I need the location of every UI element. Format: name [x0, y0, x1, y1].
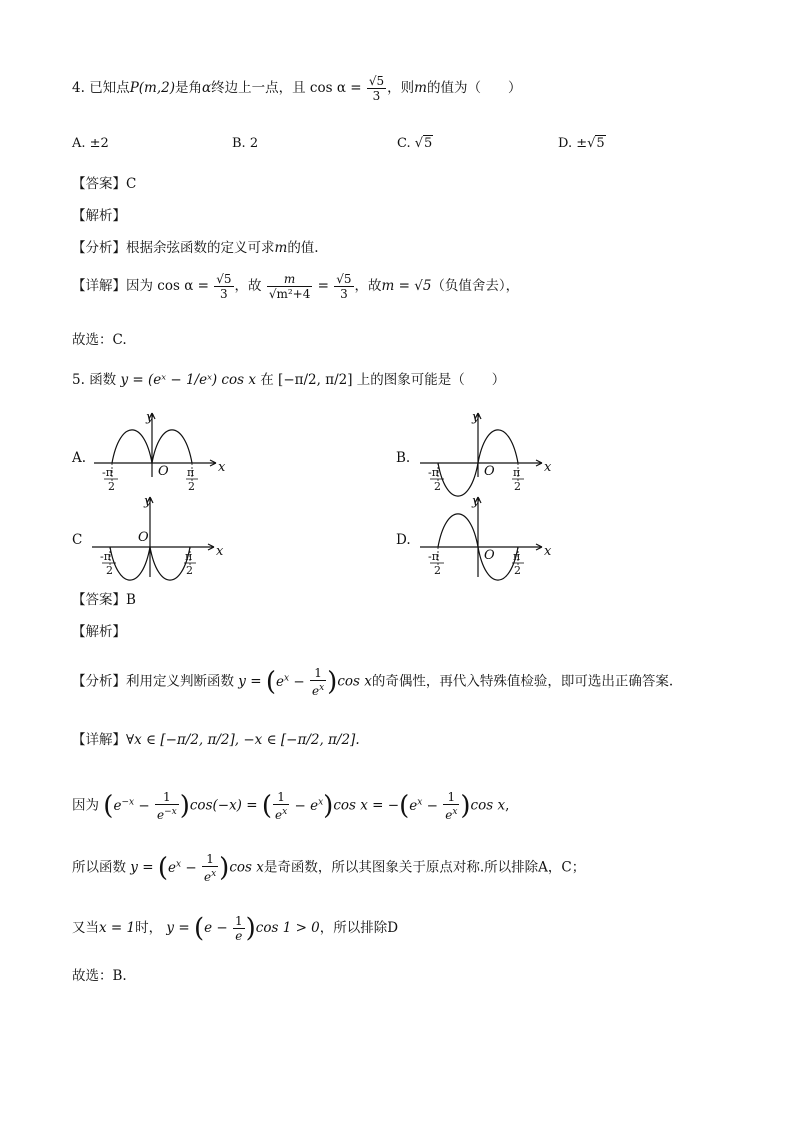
tick-label-pos-den: 2 — [186, 564, 193, 577]
tick-label-neg: -π — [100, 550, 111, 563]
q5-detail-line2: 因为 ($e^{-x}$ − $\frac{1}{e^{-x}}$ )cos(−x) = ( $\frac{1}{e^x}$ − $e^x)\cos$ $x = -(e^x$ − $\frac{1}{e^x}$ )cos x, — [72, 790, 510, 822]
q4-option-d[interactable]: D. ±√5 — [558, 136, 605, 151]
curve-right — [150, 547, 193, 580]
graph-a — [94, 410, 226, 493]
tick-label-neg: -π — [428, 466, 439, 479]
q4-analysis-heading: 【解析】 — [72, 208, 126, 224]
origin-label: O — [158, 464, 169, 479]
tick-label-neg-den: 2 — [108, 480, 115, 493]
y-label: y — [144, 494, 152, 509]
tick-label-pos-den: 2 — [514, 564, 521, 577]
curve-right — [478, 430, 518, 463]
q4-detail: 【详解】因为 cos α = $\frac{√5}{3}$ ，故 $\frac{m}{\text{√m²+4}}$ = $\frac{√5}{3}$ ，故m = √5（负值舍去）， — [72, 272, 520, 301]
q5-analysis-heading: 【解析】 — [72, 624, 126, 640]
graph-b — [420, 410, 552, 496]
x-label: x — [216, 544, 224, 559]
origin-label: O — [484, 464, 495, 479]
q5-graph-label-c: C — [72, 532, 83, 548]
tick-label-pos-den: 2 — [188, 480, 195, 493]
x-label: x — [544, 544, 552, 559]
q5-fenxi: 【分析】利用定义判断函数 $y = (e^x$ − $\frac{1}{e^x}$ )cos x的奇偶性，再代入特殊值检验，即可选出正确答案. — [72, 666, 674, 698]
q5-detail-line1: 【详解】∀x ∈ [−π/2, π/2], −x ∈ [−π/2, π/2]. — [72, 732, 360, 748]
tick-label-neg-den: 2 — [434, 564, 441, 577]
q5-answer: 【答案】B — [72, 592, 136, 608]
tick-label-neg-den: 2 — [106, 564, 113, 577]
curve-left — [438, 514, 478, 547]
tick-label-pos-den: 2 — [514, 480, 521, 493]
q5-interval: [−π/2, π/2] — [278, 372, 353, 388]
q5-graph-label-a: A. — [72, 450, 87, 466]
tick-label-pos: π — [513, 550, 521, 563]
q4-fraction: $\frac{√5}{3}$ — [368, 74, 385, 103]
q4-number: 4. — [72, 80, 85, 96]
q4-answer: 【答案】C — [72, 176, 137, 192]
graph-d — [420, 494, 552, 580]
curve-left — [112, 430, 152, 463]
origin-label: O — [138, 530, 149, 545]
q5-choose: 故选：B. — [72, 968, 127, 984]
q4-fenxi: 【分析】根据余弦函数的定义可求m的值. — [72, 240, 319, 256]
tick-label-neg-den: 2 — [434, 480, 441, 493]
curve-left — [438, 463, 478, 496]
q5-function: y = (eˣ − 1/eˣ) cos x — [120, 372, 256, 388]
q5-detail-line3: 所以函数 $y = (e^x$ − $\frac{1}{e^x}$ )cos x是奇函数，所以其图象关于原点对称.所以排除A，C； — [72, 852, 586, 884]
q4-option-c[interactable]: C. √5 — [397, 136, 433, 151]
q4-option-a[interactable]: A. ±2 — [72, 136, 109, 151]
y-label: y — [146, 410, 154, 425]
q5-graph-label-d: D. — [396, 532, 411, 548]
y-label: y — [472, 494, 480, 509]
x-label: x — [218, 460, 226, 475]
y-label: y — [472, 410, 480, 425]
curve-right — [152, 430, 192, 463]
q5-graph-label-b: B. — [396, 450, 411, 466]
tick-label-neg: -π — [428, 550, 439, 563]
origin-label: O — [484, 548, 495, 563]
q4-choose: 故选：C. — [72, 332, 127, 348]
q5-stem: 5. 函数 y = (eˣ − 1/eˣ) cos x 在 [−π/2, π/2] 上的图象可能是（ ） — [72, 372, 506, 388]
curve-left — [110, 547, 150, 580]
x-label: x — [544, 460, 552, 475]
q4-stem: 4. 已知点P(m,2)是角α终边上一点，且 cos α = $\frac{√5}{3}$ ，则m的值为（ ） — [72, 74, 522, 103]
q5-detail-line4: 又当x = 1时， y = (e − $\frac{1}{e}$ )cos 1 > 0，所以排除D — [72, 913, 399, 944]
tick-label-pos: π — [513, 466, 521, 479]
tick-label-neg: -π — [102, 466, 113, 479]
q4-option-b[interactable]: B. 2 — [232, 136, 259, 151]
graph-c — [92, 494, 224, 580]
tick-label-pos: π — [185, 550, 193, 563]
tick-label-pos: π — [187, 466, 195, 479]
